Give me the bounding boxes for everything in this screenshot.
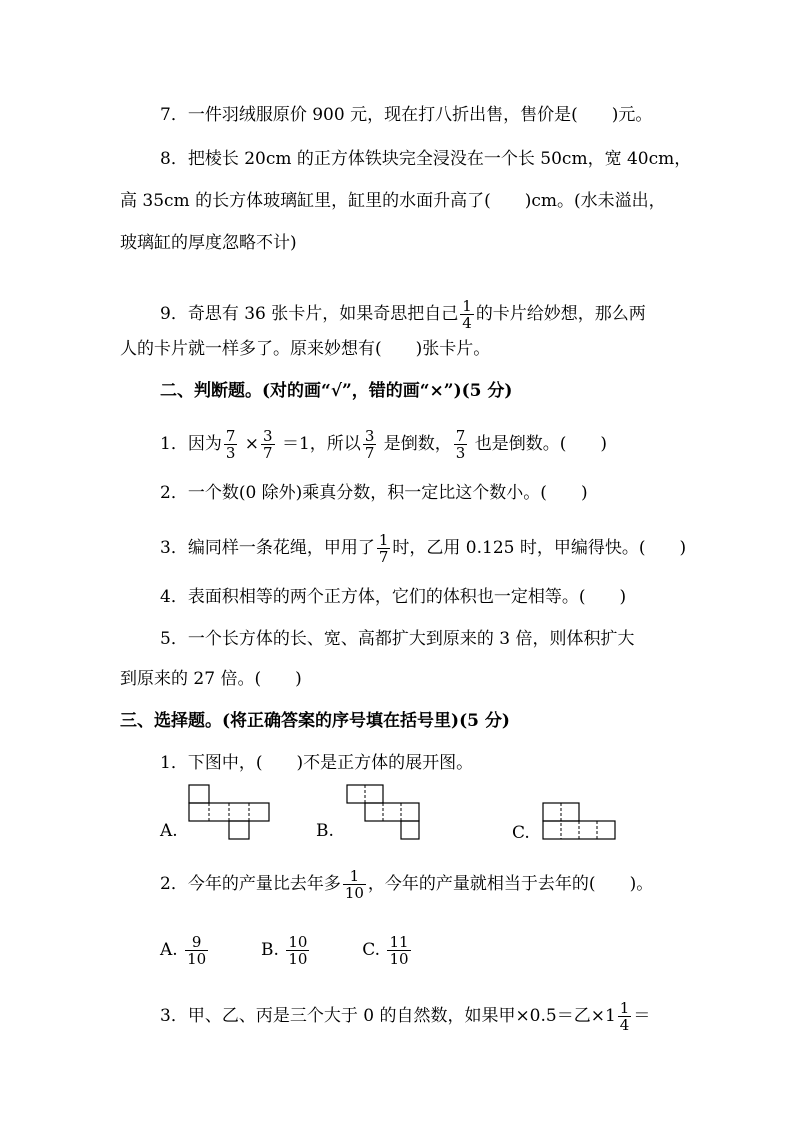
j1-paren-close: ) — [600, 434, 607, 454]
fraction-numerator: 1 — [343, 868, 366, 885]
fraction-numerator: 7 — [225, 427, 236, 445]
option-c-label: C. — [512, 823, 530, 843]
judge-4 — [160, 586, 626, 608]
judge-5-line2 — [120, 668, 302, 690]
fraction — [618, 1000, 632, 1033]
section-3-heading: 三、选择题。(将正确答案的序号填在括号里)(5 分) — [120, 711, 510, 731]
fraction-denominator: 10 — [344, 884, 364, 902]
fraction — [343, 868, 366, 901]
q9-text: 人的卡片就一样多了。原来妙想有( — [120, 339, 382, 359]
j5-text: 到原来的 27 倍。( — [120, 669, 262, 689]
option-b-fraction — [286, 934, 309, 967]
choice-3 — [160, 1000, 650, 1033]
judge-2 — [160, 482, 588, 504]
j1-text: 是倒数， — [383, 434, 452, 454]
fraction-denominator: 4 — [619, 1016, 630, 1034]
question-8-line2 — [120, 190, 666, 212]
judge-3 — [160, 532, 686, 565]
c3-text-end: ＝ — [633, 1006, 651, 1026]
j1-text: ＝1，所以 — [281, 434, 361, 454]
question-8-line1: 8．把棱长 20cm 的正方体铁块完全浸没在一个长 50cm，宽 40cm， — [160, 149, 692, 169]
judge-5-line1: 5．一个长方体的长、宽、高都扩大到原来的 3 倍，则体积扩大 — [160, 629, 635, 649]
q7-text: 7．一件羽绒服原价 900 元，现在打八折出售，售价是( — [160, 105, 578, 125]
fraction-numerator: 7 — [455, 427, 466, 445]
option-b-label: B. — [316, 821, 334, 841]
q8-text: 高 35cm 的长方体玻璃缸里，缸里的水面升高了( — [120, 191, 491, 211]
fraction — [460, 298, 474, 331]
fraction-denominator: 3 — [225, 444, 236, 462]
q9-text: 9．奇思有 36 张卡片，如果奇思把自己 — [160, 304, 459, 324]
option-a-label: A. — [160, 821, 178, 841]
c1-text: 1．下图中，( — [160, 753, 263, 773]
j5-paren-close: ) — [295, 669, 302, 689]
fraction-numerator: 9 — [185, 934, 208, 951]
fraction — [454, 428, 468, 461]
section-2-heading: 二、判断题。(对的画“√”，错的画“×”)(5 分) — [160, 381, 513, 401]
j3-text: 时，乙用 0.125 时，甲编得快。( — [392, 538, 646, 558]
q8-text-end: )cm。(水未溢出， — [524, 191, 666, 211]
c2-text-end: )。 — [629, 874, 654, 894]
j3-paren-close: ) — [679, 538, 687, 558]
choice-2-options — [160, 934, 413, 967]
cube-net-c — [542, 802, 618, 840]
fraction-numerator: 3 — [364, 427, 375, 445]
fraction — [363, 428, 377, 461]
cube-net-b — [346, 784, 422, 840]
q7-text-end: )元。 — [611, 105, 653, 125]
question-9-line1 — [160, 298, 646, 331]
fraction — [377, 532, 391, 565]
j2-paren-close: ) — [580, 483, 588, 503]
fraction-numerator: 11 — [389, 933, 409, 951]
option-a-label: A. — [160, 940, 178, 960]
fraction-numerator: 10 — [288, 933, 308, 951]
fraction-denominator: 7 — [364, 444, 375, 462]
fraction-denominator: 3 — [455, 444, 466, 462]
j4-paren-close: ) — [619, 587, 627, 607]
j3-text: 3．编同样一条花绳，甲用了 — [160, 538, 375, 558]
cube-net-a — [188, 784, 272, 840]
option-a-fraction — [185, 934, 208, 967]
fraction-numerator: 1 — [619, 999, 630, 1017]
choice-2 — [160, 868, 653, 901]
judge-1 — [160, 428, 607, 461]
times-sign: × — [244, 434, 260, 454]
option-c-fraction — [387, 934, 410, 967]
fraction-denominator: 10 — [389, 950, 409, 968]
j1-text: 也是倒数。( — [474, 434, 567, 454]
question-8-line3: 玻璃缸的厚度忽略不计) — [120, 233, 297, 253]
c2-text: 2．今年的产量比去年多 — [160, 874, 341, 894]
fraction — [261, 428, 275, 461]
option-c-label: C. — [362, 940, 381, 960]
j2-text: 2．一个数(0 除外)乘真分数，积一定比这个数小。( — [160, 483, 547, 503]
c1-text-end: )不是正方体的展开图。 — [296, 753, 474, 773]
fraction-denominator: 10 — [187, 950, 207, 968]
choice-1 — [160, 752, 473, 774]
option-b-label: B. — [261, 940, 279, 960]
j4-text: 4．表面积相等的两个正方体，它们的体积也一定相等。( — [160, 587, 586, 607]
q9-text-end: )张卡片。 — [415, 339, 491, 359]
c2-text: ，今年的产量就相当于去年的( — [367, 874, 596, 894]
fraction-numerator: 1 — [462, 297, 472, 315]
mixed-number-whole: 1 — [604, 1006, 616, 1026]
fraction-numerator: 1 — [378, 531, 389, 549]
fraction-numerator: 3 — [263, 427, 273, 445]
j1-text: 1．因为 — [160, 434, 222, 454]
fraction-denominator: 4 — [462, 314, 472, 332]
fraction-denominator: 7 — [378, 548, 389, 566]
question-9-line2 — [120, 338, 490, 360]
c3-text: 3．甲、乙、丙是三个大于 0 的自然数，如果甲×0.5＝乙× — [160, 1006, 605, 1026]
q9-text-end: 的卡片给妙想，那么两 — [475, 304, 646, 324]
question-7 — [160, 104, 652, 126]
fraction-denominator: 7 — [263, 444, 273, 462]
fraction — [224, 428, 238, 461]
fraction-denominator: 10 — [288, 950, 308, 968]
